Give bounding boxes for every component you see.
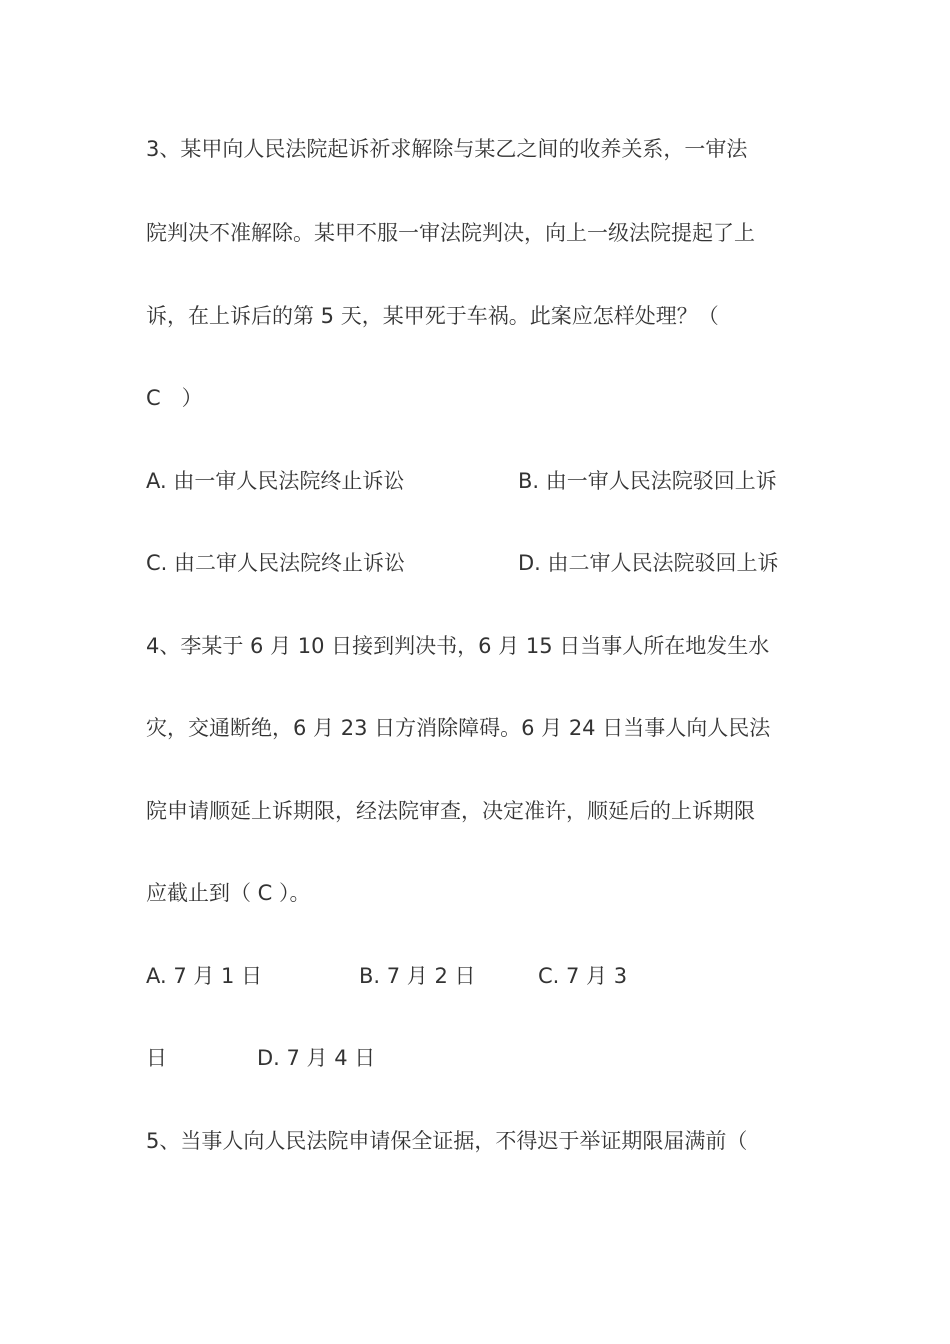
question-4-option-c: C. 7 月 3 (538, 964, 628, 988)
question-4-line-1: 4、李某于 6 月 10 日接到判决书，6 月 15 日当事人所在地发生水 (146, 634, 770, 658)
question-3-line-3: 诉，在上诉后的第 5 天，某甲死于车祸。此案应怎样处理？（ (146, 304, 719, 328)
question-5-line-1: 5、当事人向人民法院申请保全证据，不得迟于举证期限届满前（ (146, 1129, 748, 1153)
question-3-option-a: A. 由一审人民法院终止诉讼 (146, 469, 405, 493)
question-3-option-c: C. 由二审人民法院终止诉讼 (146, 551, 406, 575)
question-3-line-2: 院判决不准解除。某甲不服一审法院判决，向上一级法院提起了上 (146, 221, 755, 245)
question-4-option-c-continued: 日 (146, 1046, 167, 1070)
question-4-option-a: A. 7 月 1 日 (146, 964, 263, 988)
question-3-option-b: B. 由一审人民法院驳回上诉 (518, 469, 777, 493)
question-3-option-d: D. 由二审人民法院驳回上诉 (518, 551, 779, 575)
question-4-line-4: 应截止到（ C ）。 (146, 881, 311, 905)
question-3-answer: C ） (146, 386, 203, 410)
question-4-option-d: D. 7 月 4 日 (257, 1046, 376, 1070)
question-4-line-2: 灾，交通断绝，6 月 23 日方消除障碍。6 月 24 日当事人向人民法 (146, 716, 771, 740)
question-4-line-3: 院申请顺延上诉期限，经法院审查，决定准许，顺延后的上诉期限 (146, 799, 755, 823)
question-3-line-1: 3、某甲向人民法院起诉祈求解除与某乙之间的收养关系，一审法 (146, 137, 748, 161)
question-4-option-b: B. 7 月 2 日 (359, 964, 476, 988)
